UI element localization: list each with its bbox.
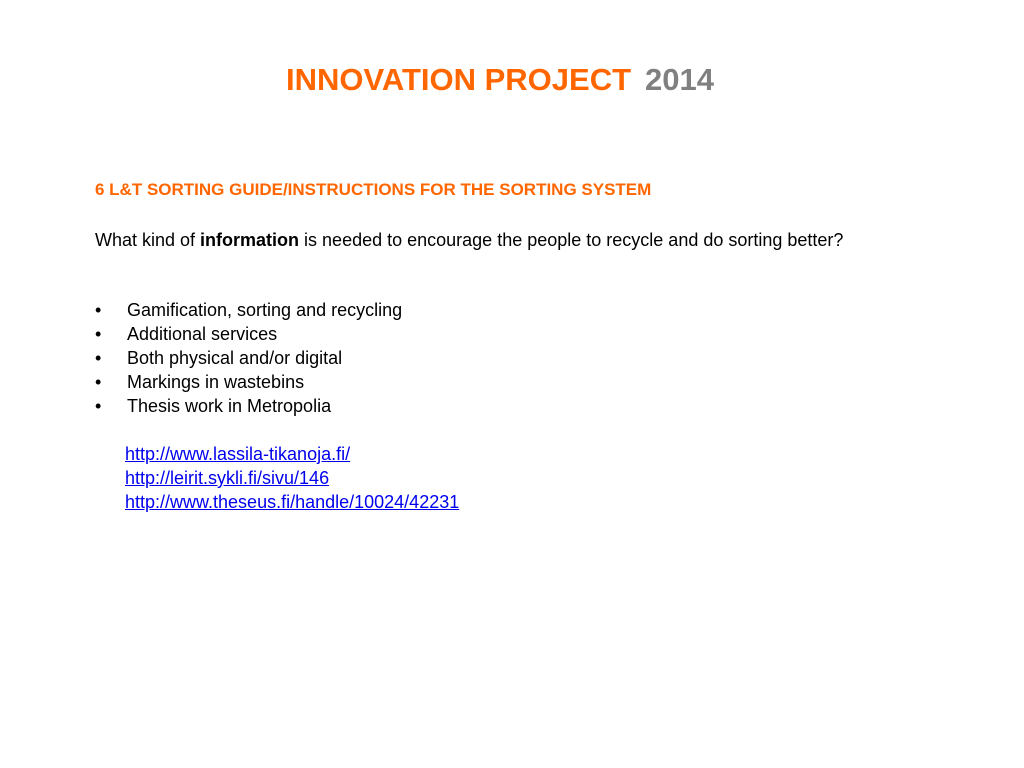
list-item [95, 346, 402, 370]
list-item-text: Markings in wastebins [127, 372, 305, 392]
list-item-text: Thesis work in Metropolia [127, 396, 332, 416]
link-leirit-sykli[interactable]: http://leirit.sykli.fi/sivu/146 [125, 468, 330, 488]
bullet-marker: • [95, 348, 102, 368]
question-text-after: is needed to encourage the people to recycle and do sorting better? [299, 230, 844, 250]
list-item [95, 370, 402, 394]
question-text-bold: information [200, 230, 300, 250]
list-item [95, 322, 402, 346]
link-list [125, 442, 459, 514]
bullet-marker: • [95, 300, 102, 320]
bullet-marker: • [95, 396, 102, 416]
bullet-list [95, 298, 402, 418]
link-theseus[interactable]: http://www.theseus.fi/handle/10024/42231 [125, 492, 460, 512]
section-heading: 6 L&T SORTING GUIDE/INSTRUCTIONS FOR THE SORTING SYSTEM [95, 180, 652, 199]
list-item-text: Gamification, sorting and recycling [127, 300, 403, 320]
title-year: 2014 [645, 62, 714, 97]
slide-title [0, 62, 1000, 98]
bullet-marker: • [95, 372, 102, 392]
link-lassila-tikanoja[interactable]: http://www.lassila-tikanoja.fi/ [125, 444, 351, 464]
question-paragraph [95, 228, 875, 252]
list-item [95, 394, 402, 418]
list-item [95, 298, 402, 322]
list-item-text: Additional services [127, 324, 278, 344]
question-text-before: What kind of [95, 230, 201, 250]
list-item-text: Both physical and/or digital [127, 348, 343, 368]
bullet-marker: • [95, 324, 102, 344]
title-main: INNOVATION PROJECT [285, 62, 632, 97]
